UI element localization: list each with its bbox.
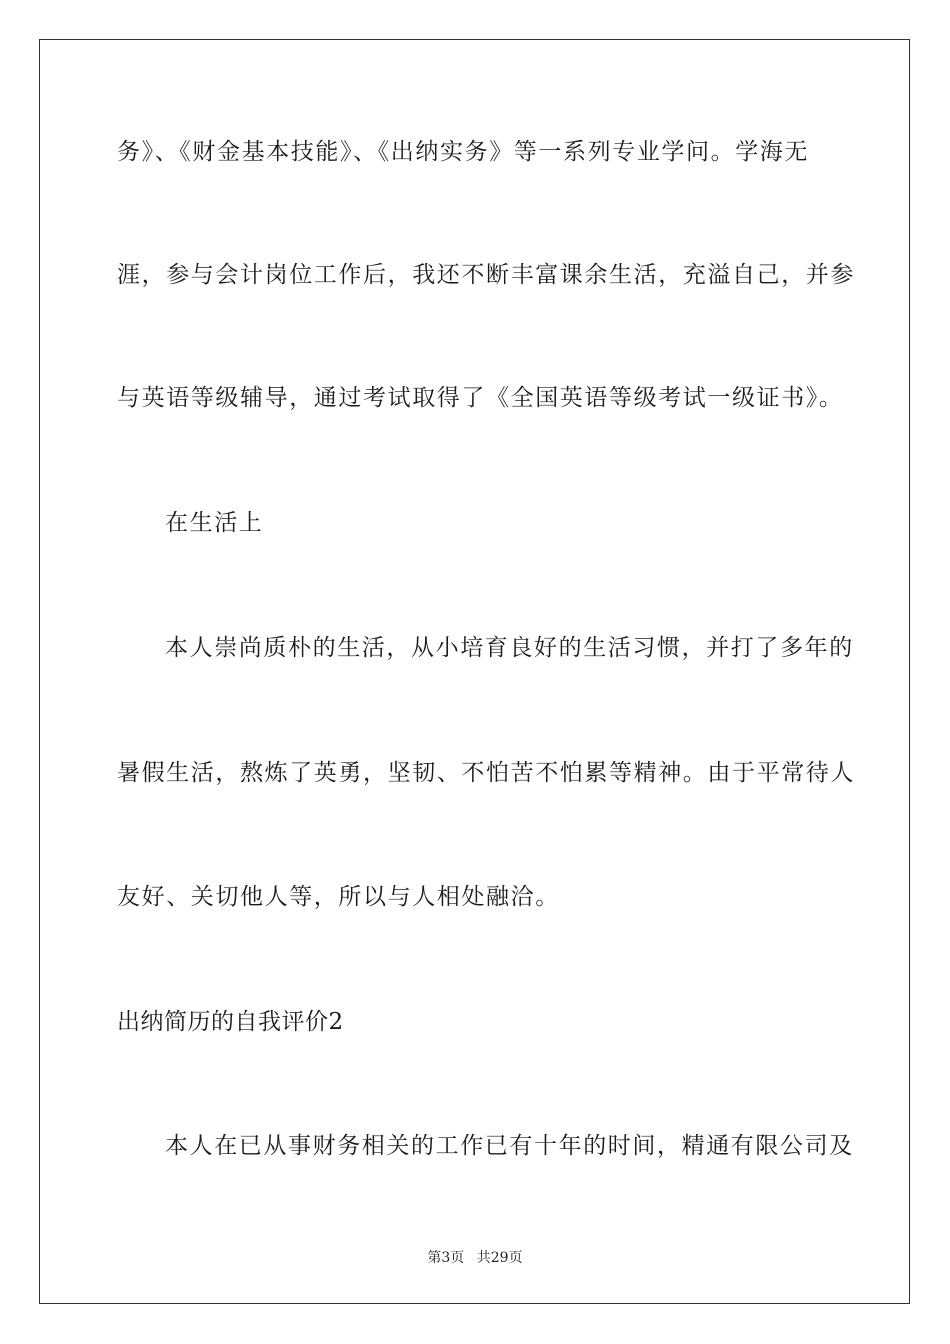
section-title-2: 出纳简历的自我评价2 — [117, 1009, 344, 1035]
body-line-3: 与英语等级辅导，通过考试取得了《全国英语等级考试一级证书》。 — [117, 385, 844, 411]
page-border — [39, 39, 910, 1304]
body-line-5: 本人崇尚质朴的生活，从小培育良好的生活习惯，并打了多年的 — [165, 635, 854, 661]
body-line-2: 涯，参与会计岗位工作后，我还不断丰富课余生活，充溢自己，并参 — [117, 262, 855, 288]
body-line-1: 务》、《财金基本技能》、《出纳实务》等一系列专业学问。学海无 — [117, 139, 809, 165]
body-line-9: 本人在已从事财务相关的工作已有十年的时间，精通有限公司及 — [165, 1133, 854, 1159]
body-line-7: 友好、关切他人等，所以与人相处融洽。 — [117, 884, 560, 910]
page-footer — [0, 1247, 950, 1267]
current-page-label: 第3页 — [427, 1250, 465, 1266]
body-line-6: 暑假生活，熬炼了英勇，坚韧、不怕苦不怕累等精神。由于平常待人 — [117, 760, 855, 786]
total-pages-label: 共29页 — [476, 1250, 523, 1266]
section-heading-life: 在生活上 — [165, 510, 264, 536]
